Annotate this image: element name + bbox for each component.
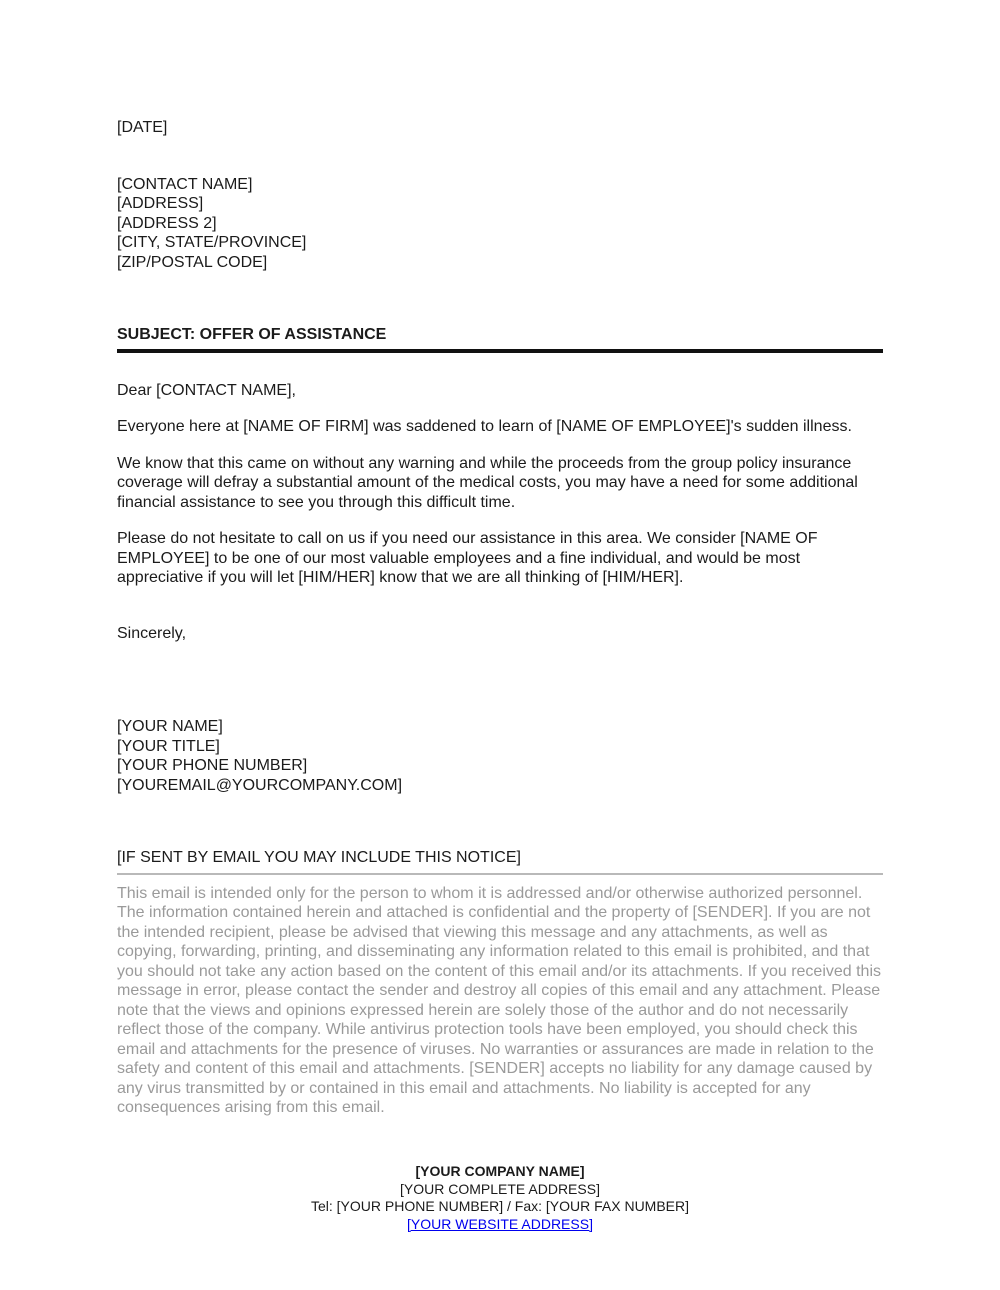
body-paragraph-2: We know that this came on without any warning and while the proceeds from the group policy insurance coverage will defray a substantial amount of the medical costs, you may have a need for some additional financial assistance to see you through this difficult time. <box>117 454 858 511</box>
signature-line-title: [YOUR TITLE] <box>117 737 220 755</box>
body-paragraph-3: Please do not hesitate to call on us if you need our assistance in this area. We consider [NAME OF EMPLOYEE] to be one of our most valuable employees and a fine individual, and would be most appreciative if you will let [HIM/HER] know that we are all thinking of [HIM/HER]. <box>117 530 818 586</box>
notice-header: [IF SENT BY EMAIL YOU MAY INCLUDE THIS NOTICE] <box>117 849 521 866</box>
footer-address: [YOUR COMPLETE ADDRESS] <box>400 1180 600 1197</box>
closing: Sincerely, <box>117 624 187 642</box>
notice-body: This email is intended only for the person to whom it is addressed and/or otherwise authorized personnel. The information contained herein and attached is confidential and the property of [SENDER]. If you are not the intended recipient, please be advised that viewing this message and any attachments, as well as copying, forwarding, printing, and disseminating any information related to this email is prohibited, and that you should not take any action based on the content of this email and/or its attachments. If you received this message in error, please contact the sender and destroy all copies of this email and any attachment. Please note that the views and opinions expressed herein are solely those of the author and do not necessarily reflect those of the company. While antivirus protection tools have been employed, you should check this email and attachments for the presence of viruses. No warranties or assurances are made in relation to the safety and content of this email and attachments. [SENDER] accepts no liability for any damage caused by any virus transmitted by or contained in this email and attachments. No liability is accepted for any consequences arising from this email. <box>117 884 882 1116</box>
footer-tel-fax: Tel: [YOUR PHONE NUMBER] / Fax: [YOUR FAX NUMBER] <box>310 1198 690 1214</box>
footer-company-name: [YOUR COMPANY NAME] <box>415 1163 585 1179</box>
recipient-line-contact-name: [CONTACT NAME] <box>117 175 253 193</box>
recipient-block <box>117 175 883 273</box>
date-line: [DATE] <box>117 119 168 136</box>
letter-footer <box>0 1163 1000 1233</box>
recipient-line-address: [ADDRESS] <box>117 195 204 212</box>
body-paragraph-1: Everyone here at [NAME OF FIRM] was saddened to learn of [NAME OF EMPLOYEE]'s sudden illness. <box>117 418 852 435</box>
subject-divider <box>117 349 883 353</box>
subject-line: SUBJECT: OFFER OF ASSISTANCE <box>117 326 387 343</box>
signature-line-email: [YOUREMAIL@YOURCOMPANY.COM] <box>117 776 403 794</box>
signature-block <box>117 717 883 795</box>
notice-divider <box>117 873 883 875</box>
recipient-line-city-state: [CITY, STATE/PROVINCE] <box>117 234 307 251</box>
recipient-line-address2: [ADDRESS 2] <box>117 214 217 232</box>
footer-website-link[interactable]: [YOUR WEBSITE ADDRESS] <box>407 1215 593 1232</box>
recipient-line-zip: [ZIP/POSTAL CODE] <box>117 253 268 271</box>
signature-line-phone: [YOUR PHONE NUMBER] <box>117 757 308 774</box>
signature-line-name: [YOUR NAME] <box>117 718 223 735</box>
salutation: Dear [CONTACT NAME], <box>117 381 296 399</box>
